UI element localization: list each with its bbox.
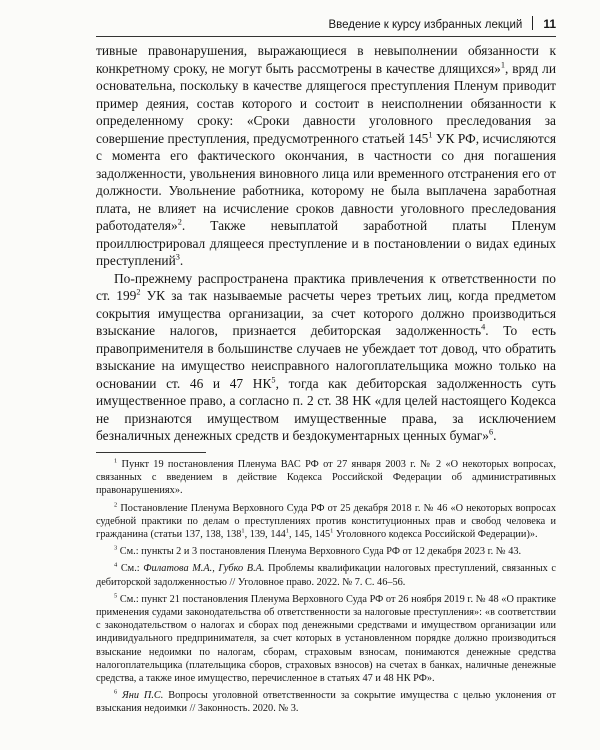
text-run: См.: пункт 21 постановления Пленума Верховного Суда РФ от 26 ноября 2019 г. № 48 «О практике применения судами законодательства об ответственности за налоговые преступления»: «в соответствии с законодательством о налогах и сборах под денежными средствами и имуществом организации или индивидуального предпринимателя, за счет которых в установленном порядке должно производиться взыскание недоимки по налогам, сборам, страховым взносам, понимаются денежные средства налогоплательщика (плательщика сборов, страховых взносов) на счетах в банках, наличные денежные средства, а также иное имущество, перечисленное в статьях 47 и 48 НК РФ». xyxy=(96,593,556,685)
footnote-number: 5 xyxy=(114,592,118,600)
text-run: Пункт 19 постановления Пленума ВАС РФ от 27 января 2003 г. № 2 «О некоторых вопросах, связанных с введением в действие Кодекса Российской Федерации об административных правонарушениях». xyxy=(96,459,556,497)
header-separator xyxy=(532,16,533,30)
text-run: тивные правонарушения, выражающиеся в невыполнении обязанности к конкретному сроку, не могут быть рассмотрены в качестве длящихся» xyxy=(96,43,556,76)
text-run: . xyxy=(493,428,497,443)
footnote xyxy=(96,562,556,588)
text-run: . То есть правоприменителя в большинстве случаев не убеждает тот довод, что обратить взыскание на имущество неисправного налогоплательщика можно только на основании ст. 46 и 47 НК xyxy=(96,323,557,391)
author-name: Филатова М.А., Губко В.А. xyxy=(143,563,265,575)
text-run: . xyxy=(179,253,184,268)
text-run: См.: xyxy=(120,563,144,575)
footnote xyxy=(96,593,556,685)
text-run: УК за так называемые расчеты через третьих лиц, когда предметом сокрытия имущества организации, за счет которого должно производиться взыскание налогов, признается дебиторская задолженность xyxy=(96,288,556,338)
text-run: , 139, 144 xyxy=(244,529,286,541)
footnote-marker: 3 xyxy=(175,252,180,262)
text-run: По-прежнему распространена практика привлечения к ответственности по ст. 199 xyxy=(96,270,556,303)
footnote-marker: 2 xyxy=(136,287,141,297)
footnote-separator xyxy=(96,452,206,453)
page-number: 11 xyxy=(543,17,556,31)
footnote-marker: 4 xyxy=(481,322,486,332)
text-run: , тогда как дебиторская задолженность суть имущественное право, а согласно п. 2 ст. 38 НК «для целей настоящего Кодекса не признаются имуществом имущественные права, за исключением безналичных денежных средств и бездокументарных ценных бумаг» xyxy=(96,375,556,443)
text-run: Проблемы квалификации налоговых преступлений, связанных с дебиторской задолженностью // Уголовное право. 2022. № 7. С. 46–56. xyxy=(96,563,556,588)
footnote-number: 1 xyxy=(114,457,118,465)
footnote-marker: 1 xyxy=(500,60,505,70)
footnote xyxy=(96,502,556,542)
footnote-number: 4 xyxy=(114,562,118,569)
footnote-number: 3 xyxy=(114,544,118,552)
author-name: Яни П.С. xyxy=(122,690,164,702)
footnote-marker: 1 xyxy=(428,130,433,140)
running-title: Введение к курсу избранных лекций xyxy=(328,19,523,31)
running-header xyxy=(286,14,556,34)
footnotes xyxy=(96,458,556,720)
footnote-number: 6 xyxy=(114,688,118,696)
footnote-marker: 1 xyxy=(330,527,334,535)
text-run: . Также невыплатой заработной платы Пленум проиллюстрировал длящееся преступление и в постановлении о видах единых преступлений xyxy=(96,218,556,268)
text-run: , вряд ли основательна, поскольку в качестве длящегося преступления Пленум приводит пример деяния, состав которого и состоит в неисполнении обязанности к определенному сроку: «Сроки давности уголовного преследования за совершение преступления, предусмотренного статьей 145 xyxy=(96,60,557,146)
footnote-marker: 1 xyxy=(241,527,245,535)
footnote xyxy=(96,689,556,715)
text-run: Уголовного кодекса Российской Федерации)». xyxy=(333,529,538,541)
text-run: См.: пункты 2 и 3 постановления Пленума Верховного Суда РФ от 12 декабря 2023 г. № 43. xyxy=(119,546,522,558)
footnote-marker: 5 xyxy=(271,375,276,385)
footnote-marker: 6 xyxy=(488,427,494,437)
footnote xyxy=(96,545,556,558)
paragraph xyxy=(96,270,556,445)
footnote-number: 2 xyxy=(114,501,118,509)
text-run: Постановление Пленума Верховного Суда РФ от 25 декабря 2018 г. № 46 «О некоторых вопросах судебной практики по делам о преступлениях против конституционных прав и свобод человека и гражданина (статьи 137, 138, 138 xyxy=(96,502,557,541)
main-text xyxy=(96,42,556,445)
footnote-marker: 2 xyxy=(177,217,182,227)
footnote xyxy=(96,458,556,498)
paragraph xyxy=(96,42,556,270)
footnote-marker: 1 xyxy=(285,527,289,535)
text-run: УК РФ, исчисляются с момента его фактического окончания, в частности со дня погашения задолженности, увольнения виновного лица или временного отстранения его от должности. Увольнение работника, которому не была выплачена заработная плата, не влияет на исчисление сроков давности уголовного преследования работодателя» xyxy=(96,130,556,233)
header-rule xyxy=(96,36,556,37)
text-run: Вопросы уголовной ответственности за сокрытие имущества с целью уклонения от взыскания недоимки // Законность. 2020. № 3. xyxy=(96,690,556,715)
text-run: , 145, 145 xyxy=(288,529,331,541)
